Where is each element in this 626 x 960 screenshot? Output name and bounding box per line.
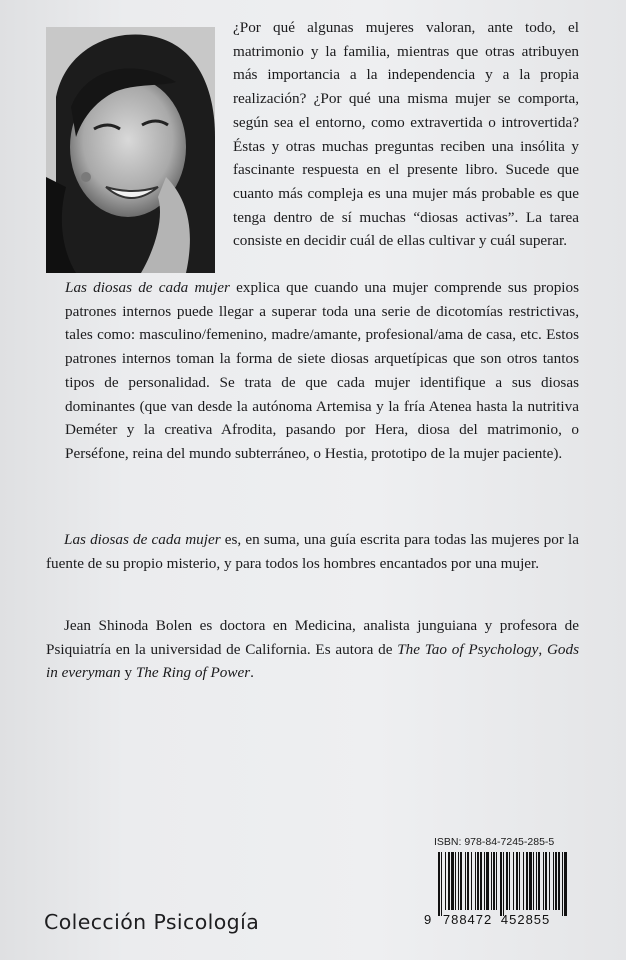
barcode-bar bbox=[458, 852, 459, 910]
blurb-explanation-text: explica que cuando una mujer comprende sus propios patrones internos puede llegar a superar toda una serie de dicotomías restrictivas, tales como: masculino/femenino, madre/amante, profesional/ama de casa, etc. Estos patrones internos toman la forma de siete diosas arquetípicas que son otros tantos tipos de personalidad. Se trata de que cada mujer identifique a sus diosas dominantes (que van desde la autónoma Artemisa y la fría Atenea hasta la nutritiva Deméter y la creativa Afrodita, pasando por Hera, diosa del matrimonio, o Perséfone, reina del mundo subterráneo, o Hestia, prototipo de la mujer paciente). bbox=[65, 279, 580, 462]
author-bio bbox=[46, 614, 579, 685]
barcode-bar bbox=[513, 852, 514, 910]
book-title-italic-2: Las diosas de cada mujer bbox=[64, 531, 221, 548]
barcode-bar bbox=[467, 852, 469, 910]
isbn-barcode bbox=[424, 836, 570, 930]
barcode-bar bbox=[451, 852, 454, 910]
barcode-bar bbox=[558, 852, 560, 910]
barcode-bar bbox=[484, 852, 485, 910]
barcode-digits-left: 788472 bbox=[442, 912, 493, 927]
barcode-bar bbox=[477, 852, 479, 910]
author-bio-text: Jean Shinoda Bolen es doctora en Medicina, analista junguiana y profesora de Psiquiatría en la universidad de California. Es autora de bbox=[46, 617, 579, 658]
barcode-bar bbox=[475, 852, 476, 910]
barcode-bar bbox=[536, 852, 537, 910]
barcode-bar bbox=[480, 852, 482, 910]
barcode-bar bbox=[519, 852, 520, 910]
barcode-bar bbox=[553, 852, 554, 910]
series-name: Colección Psicología bbox=[44, 910, 260, 934]
barcode-bar bbox=[516, 852, 518, 910]
barcode-bar bbox=[564, 852, 567, 916]
barcode-bar bbox=[506, 852, 508, 910]
barcode-bar bbox=[500, 852, 502, 916]
author-book-2: Gods in everyman bbox=[46, 640, 580, 682]
barcode-bar bbox=[533, 852, 534, 910]
blurb-paragraph-summary bbox=[46, 528, 579, 575]
barcode-bar bbox=[529, 852, 532, 910]
barcode-bar bbox=[491, 852, 492, 910]
book-title-italic: Las diosas de cada mujer bbox=[65, 279, 230, 296]
barcode-digits-right: 452855 bbox=[500, 912, 551, 927]
barcode-bar bbox=[496, 852, 497, 910]
author-book-3: The Ring of Power bbox=[135, 664, 251, 682]
barcode-bar bbox=[438, 852, 440, 916]
author-bio-conjunction: y bbox=[120, 664, 136, 682]
barcode-bar bbox=[509, 852, 510, 910]
barcode-bar bbox=[503, 852, 504, 916]
barcode-bar bbox=[448, 852, 450, 910]
blurb-paragraph-explanation bbox=[65, 276, 579, 466]
barcode-bar bbox=[445, 852, 446, 910]
author-bio-separator: , bbox=[538, 640, 547, 658]
barcode-bar bbox=[562, 852, 563, 916]
blurb-paragraph-intro bbox=[233, 16, 579, 253]
barcode-bar bbox=[486, 852, 489, 910]
barcode-bar bbox=[455, 852, 456, 910]
barcode-bar bbox=[538, 852, 540, 910]
barcode-bar bbox=[471, 852, 472, 910]
barcode-bar bbox=[465, 852, 466, 910]
blurb-intro-text: ¿Por qué algunas mujeres valoran, ante todo, el matrimonio y la familia, mientras que otras atribuyen más importancia a la independencia y a la propia realización? ¿Por qué una misma mujer se comporta, según sea el entorno, como extravertida o introvertida? Éstas y otras muchas preguntas reciben una insólita y fascinante respuesta en el presente libro. Sucede que cuanto más compleja es una mujer más probable es que tenga dentro de sí muchas “diosas activas”. La tarea consiste en decidir cuál de ellas cultivar y cuál superar. bbox=[233, 19, 579, 250]
barcode-bars bbox=[430, 852, 570, 916]
barcode-bar bbox=[493, 852, 495, 910]
barcode-bar bbox=[441, 852, 442, 916]
barcode-bar bbox=[460, 852, 462, 910]
author-bio-end: . bbox=[250, 664, 254, 682]
barcode-bar bbox=[543, 852, 544, 910]
barcode-lead-digit: 9 bbox=[424, 912, 433, 927]
author-photo bbox=[46, 27, 215, 273]
blurb-summary-text: es, en suma, una guía escrita para todas las mujeres por la fuente de su propio misterio, y para todos los hombres encantados por una mujer. bbox=[46, 531, 579, 572]
isbn-label: ISBN: 978-84-7245-285-5 bbox=[434, 836, 555, 848]
barcode-bar bbox=[526, 852, 528, 910]
barcode-bar bbox=[545, 852, 547, 910]
barcode-bar bbox=[549, 852, 550, 910]
author-book-1: The Tao of Psychology bbox=[397, 640, 539, 658]
barcode-bar bbox=[523, 852, 524, 910]
barcode-bar bbox=[555, 852, 557, 910]
barcode-digits bbox=[424, 912, 570, 927]
